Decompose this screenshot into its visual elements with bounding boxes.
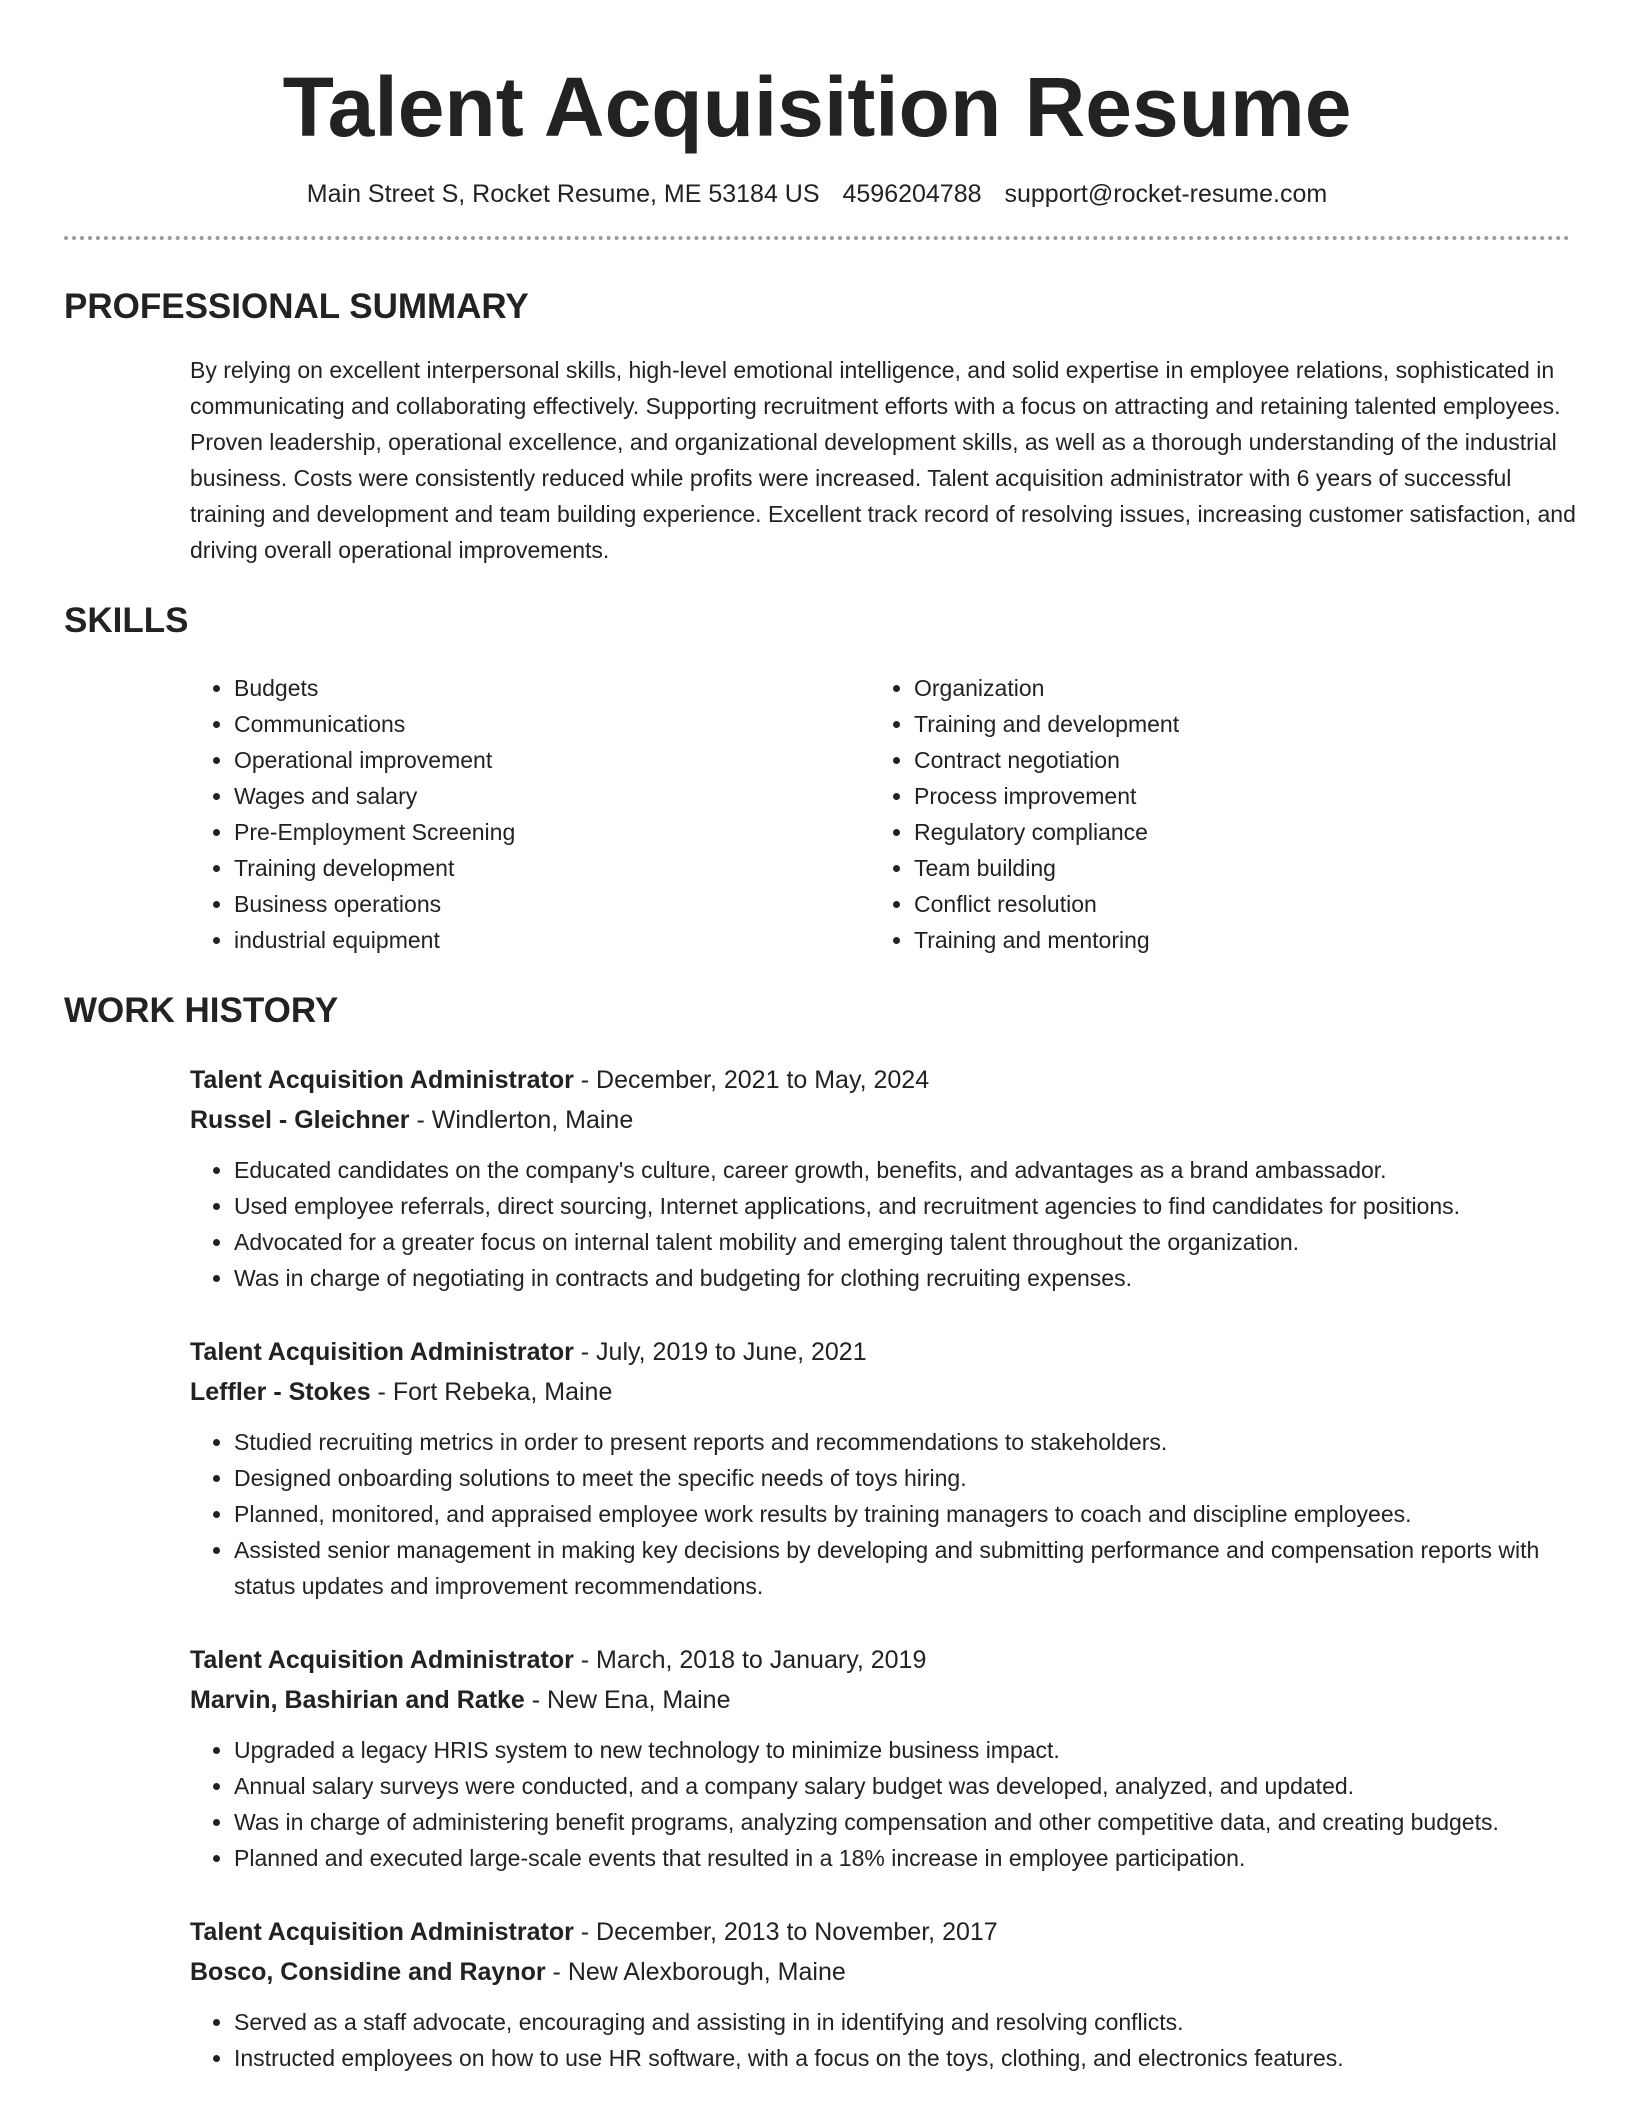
- job-bullets: [190, 1732, 1570, 1876]
- skills-column-right: [870, 670, 1550, 958]
- job-bullet: • Upgraded a legacy HRIS system to new technology to minimize business impact.: [234, 1732, 1570, 1768]
- job-bullet: • Assisted senior management in making key decisions by developing and submitting performance and compensation reports with status updates and improvement recommendations.: [234, 1532, 1570, 1604]
- job-bullets: [190, 1424, 1570, 1604]
- job-company-line: [190, 1372, 1570, 1412]
- job-title: Talent Acquisition Administrator: [190, 1338, 574, 1366]
- job-bullets: [190, 1152, 1570, 1296]
- skill-item: • Communications: [234, 706, 870, 742]
- job-company-line: [190, 1680, 1570, 1720]
- job-bullet: • Was in charge of negotiating in contracts and budgeting for clothing recruiting expenses.: [234, 1260, 1570, 1296]
- job-bullet: • Used employee referrals, direct sourcing, Internet applications, and recruitment agencies to find candidates for positions.: [234, 1188, 1570, 1224]
- job-dates: - March, 2018 to January, 2019: [573, 1646, 927, 1674]
- job-entry: [190, 1060, 1570, 1296]
- job-bullet: • Educated candidates on the company's culture, career growth, benefits, and advantages as a brand ambassador.: [234, 1152, 1570, 1188]
- contact-phone: 4596204788: [842, 180, 982, 208]
- job-dates: - December, 2021 to May, 2024: [573, 1066, 930, 1094]
- job-company: Russel - Gleichner: [190, 1106, 410, 1134]
- skill-item: • Wages and salary: [234, 778, 870, 814]
- skill-item: • Regulatory compliance: [914, 814, 1550, 850]
- job-entry: [190, 1640, 1570, 1876]
- job-dates: - December, 2013 to November, 2017: [573, 1918, 998, 1946]
- job-title-line: [190, 1332, 1570, 1372]
- job-location: - New Alexborough, Maine: [545, 1958, 846, 1986]
- skill-item: • Operational improvement: [234, 742, 870, 778]
- job-title: Talent Acquisition Administrator: [190, 1918, 574, 1946]
- skills-heading: SKILLS: [64, 601, 189, 640]
- job-bullet: • Studied recruiting metrics in order to present reports and recommendations to stakeholders.: [234, 1424, 1570, 1460]
- job-company: Leffler - Stokes: [190, 1378, 371, 1406]
- contact-email: support@rocket-resume.com: [1004, 180, 1328, 208]
- job-title-line: [190, 1060, 1570, 1100]
- job-bullets: [190, 2004, 1570, 2076]
- job-dates: - July, 2019 to June, 2021: [573, 1338, 867, 1366]
- work-history-heading: WORK HISTORY: [64, 991, 339, 1030]
- job-entry: [190, 1912, 1570, 2076]
- skill-item: • Organization: [914, 670, 1550, 706]
- job-company-line: [190, 1952, 1570, 1992]
- skill-item: • Conflict resolution: [914, 886, 1550, 922]
- skills-column-left: [190, 670, 870, 958]
- summary-text: By relying on excellent interpersonal skills, high-level emotional intelligence, and solid expertise in employee relations, sophisticated in communicating and collaborating effectively. Supporting recruitment efforts with a focus on attracting and retaining talented employees. Proven leadership, operational excellence, and organizational development skills, as well as a thorough understanding of the industrial business. Costs were consistently reduced while profits were increased. Talent acquisition administrator with 6 years of successful training and development and team building experience. Excellent track record of resolving issues, increasing customer satisfaction, and driving overall operational improvements.: [190, 357, 1576, 563]
- job-bullet: • Planned and executed large-scale events that resulted in a 18% increase in employee participation.: [234, 1840, 1570, 1876]
- skill-item: • Process improvement: [914, 778, 1550, 814]
- job-bullet: • Served as a staff advocate, encouraging and assisting in in identifying and resolving conflicts.: [234, 2004, 1570, 2040]
- resume-page: [64, 0, 1576, 2076]
- job-entry: [190, 1332, 1570, 1604]
- job-bullet: • Advocated for a greater focus on internal talent mobility and emerging talent throughout the organization.: [234, 1224, 1570, 1260]
- skill-item: • Budgets: [234, 670, 870, 706]
- skill-item: • Training and development: [914, 706, 1550, 742]
- job-company-line: [190, 1100, 1570, 1140]
- skill-item: • Training development: [234, 850, 870, 886]
- skill-item: • industrial equipment: [234, 922, 870, 958]
- skill-item: • Pre-Employment Screening: [234, 814, 870, 850]
- job-title-line: [190, 1640, 1570, 1680]
- job-title: Talent Acquisition Administrator: [190, 1646, 574, 1674]
- skills-list: [190, 670, 1570, 958]
- job-location: - Fort Rebeka, Maine: [370, 1378, 613, 1406]
- contact-line: [64, 178, 1570, 210]
- summary-heading: PROFESSIONAL SUMMARY: [64, 287, 529, 326]
- skill-item: • Training and mentoring: [914, 922, 1550, 958]
- header-divider: [64, 236, 1570, 240]
- skill-item: • Contract negotiation: [914, 742, 1550, 778]
- skill-item: • Business operations: [234, 886, 870, 922]
- job-company: Marvin, Bashirian and Ratke: [190, 1686, 525, 1714]
- job-title: Talent Acquisition Administrator: [190, 1066, 574, 1094]
- job-bullet: • Designed onboarding solutions to meet the specific needs of toys hiring.: [234, 1460, 1570, 1496]
- skill-item: • Team building: [914, 850, 1550, 886]
- job-location: - Windlerton, Maine: [409, 1106, 634, 1134]
- contact-address: Main Street S, Rocket Resume, ME 53184 US: [306, 180, 820, 208]
- job-bullet: • Planned, monitored, and appraised employee work results by training managers to coach and discipline employees.: [234, 1496, 1570, 1532]
- job-bullet: • Was in charge of administering benefit programs, analyzing compensation and other competitive data, and creating budgets.: [234, 1804, 1570, 1840]
- job-bullet: • Annual salary surveys were conducted, and a company salary budget was developed, analyzed, and updated.: [234, 1768, 1570, 1804]
- job-title-line: [190, 1912, 1570, 1952]
- job-company: Bosco, Considine and Raynor: [190, 1958, 546, 1986]
- resume-title: Talent Acquisition Resume: [282, 60, 1352, 154]
- job-bullet: • Instructed employees on how to use HR software, with a focus on the toys, clothing, and electronics features.: [234, 2040, 1570, 2076]
- job-location: - New Ena, Maine: [524, 1686, 731, 1714]
